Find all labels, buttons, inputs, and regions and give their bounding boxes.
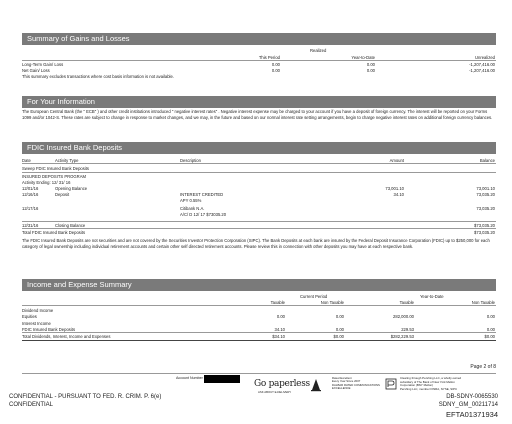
gains-row-label: Long-Term Gain/ Loss	[22, 62, 64, 67]
footer-rule	[22, 373, 496, 374]
fdic-activity-ending: Activity Ending: 12/ 31/ 16	[22, 180, 71, 185]
fdic-total-rule	[22, 228, 496, 229]
income-current-period: Current Period	[300, 294, 328, 299]
fdic-row-activity: Opening Balance	[55, 186, 88, 191]
go-paperless-logo: Go paperless	[254, 379, 310, 389]
fdic-col-amount: Amount	[389, 158, 404, 163]
fdic-row-description: Citibank N.A.	[180, 206, 205, 211]
confidential-line-2: CONFIDENTIAL	[9, 402, 54, 408]
fdic-closing-rule	[22, 221, 496, 222]
income-ytd-non-taxable: Non Taxable	[471, 300, 495, 305]
dalbar-award-text: Rated Excellent Every Year Since 2007 DALBAR RATED COMMUNICATIONS EXCELLENCE	[332, 376, 380, 391]
fdic-sweep-label: Sweep FDIC Insured Bank Deposits	[22, 166, 90, 171]
income-row-ytd-taxable: 282,000.00	[393, 314, 414, 319]
income-total-ytd-taxable: $282,229.53	[390, 334, 414, 339]
fdic-row-amount: 73,001.10	[385, 186, 404, 191]
gains-col-this-period: This Period	[258, 55, 280, 60]
fdic-row-amount: 34.10	[393, 192, 404, 197]
fdic-row-balance: 73,035.20	[476, 192, 495, 197]
fdic-program-label: INSURED DEPOSITS PROGRAM	[22, 174, 86, 179]
gains-realized-header: Realized	[310, 48, 327, 53]
gains-row-ytd: 0.00	[366, 62, 375, 67]
income-cp-non-taxable: Non Taxable	[320, 300, 344, 305]
info-section-header: For Your Information	[22, 96, 496, 108]
income-section-header: Income and Expense Summary	[22, 279, 496, 291]
income-row-ytd-non-taxable: 0.00	[486, 314, 495, 319]
account-number-label: Account Number	[176, 376, 203, 380]
fdic-total-value: $73,035.20	[474, 230, 495, 235]
fdic-col-activity: Activity Type	[55, 158, 79, 163]
gains-row-this-period: 0.00	[271, 62, 280, 67]
pershing-logo-icon	[385, 378, 397, 390]
info-paragraph: The European Central Bank (the " ECB" ) and other credit institutions introduced " negative interest rates" . Negative interest expense may be charged to your account if you have a deposit of foreign currency. The interest will be reported on your Forms 1099 and/or 1042-S. These rates are subject to change in response to market changes, and we may, in the future and based on our normal interest rate setting arrangements, begin to charge negative interest rates on additional foreign currency balances.	[22, 109, 493, 120]
fdic-row-balance: 73,001.10	[476, 186, 495, 191]
fdic-row-date: 12/17/16	[22, 206, 39, 211]
income-row-cp-taxable: 34.10	[274, 327, 285, 332]
income-total-cp-non-taxable: $0.00	[333, 334, 344, 339]
gains-col-unrealized: Unrealized	[474, 55, 495, 60]
income-total-rule	[22, 332, 496, 333]
income-row-label: Dividend Income	[22, 308, 54, 313]
income-row-cp-non-taxable: 0.00	[335, 327, 344, 332]
fdic-col-balance: Balance	[479, 158, 495, 163]
fdic-row-activity: Deposit	[55, 192, 70, 197]
income-header-rule	[22, 305, 496, 306]
fdic-closing-balance: $73,035.20	[474, 223, 495, 228]
income-row-cp-taxable: 0.00	[276, 314, 285, 319]
fdic-header-rule	[22, 163, 496, 164]
income-row-ytd-taxable: 229.53	[401, 327, 414, 332]
fdic-total-label: Total FDIC Insured Bank Deposits	[22, 230, 86, 235]
gains-row-label: Net Gain/ Loss	[22, 68, 50, 73]
fdic-row-description: APY 0.55%	[180, 198, 202, 203]
fdic-disclaimer: The FDIC Insured Bank Deposits are not securities and are not covered by the Securities Investor Protection Corporation (SIPC). The Bank Deposits at each bank are insured by the Federal Deposit Insurance Corporation (FDIC) up to $250,000 for each category of legal ownership including individual retirement accounts and certain other self directed retirement accounts. Please review this in connection with other deposits you may have at each respective bank.	[22, 238, 490, 249]
bates-number-2: SDNY_GM_00211714	[438, 402, 498, 408]
gains-note: This summary excludes transactions where cost basis information is not available.	[22, 74, 174, 79]
confidential-line-1: CONFIDENTIAL - PURSUANT TO FED. R. CRIM. P. 6(e)	[9, 394, 162, 400]
gains-row-ytd: 0.00	[366, 68, 375, 73]
go-paperless-subtext: ASK ABOUT E-DELIVERY	[258, 390, 292, 394]
fdic-col-date: Date	[22, 158, 31, 163]
fdic-section-header: FDIC Insured Bank Deposits	[22, 142, 496, 154]
income-row-label: Equities	[22, 314, 37, 319]
gains-row-this-period: 0.00	[271, 68, 280, 73]
clearing-firm-text: Clearing through Pershing LLC, a wholly owned subsidiary of The Bank of New York Mellon Corporation (BNY Mellon) Pershing LLC, member FINRA, NYSE, SIPC	[400, 376, 462, 391]
fdic-row-date: 12/01/16	[22, 186, 39, 191]
dalbar-award-icon	[309, 378, 323, 392]
fdic-row-description: INTEREST CREDITED	[180, 192, 224, 197]
fdic-col-description: Description	[180, 158, 201, 163]
income-total-ytd-non-taxable: $0.00	[484, 334, 495, 339]
income-row-cp-non-taxable: 0.00	[335, 314, 344, 319]
income-row-label: Interest Income	[22, 321, 51, 326]
fdic-row-description: A/C/ D 12/ 17 $73035.20	[180, 212, 227, 217]
gains-row-unrealized: -1,207,416.00	[469, 68, 495, 73]
income-cp-taxable: Taxable	[270, 300, 285, 305]
page-number: Page 2 of 8	[470, 364, 496, 370]
income-row-label: FDIC Insured Bank Deposits	[22, 327, 76, 332]
income-bottom-rule	[22, 340, 496, 341]
gains-header-rule	[22, 60, 496, 61]
fdic-closing-activity: Closing Balance	[55, 223, 86, 228]
gains-section-header: Summary of Gains and Losses	[22, 33, 496, 45]
gains-row-unrealized: -1,207,416.00	[469, 62, 495, 67]
income-total-cp-taxable: $34.10	[272, 334, 285, 339]
fdic-sweep-rule	[22, 172, 496, 173]
fdic-closing-date: 12/31/16	[22, 223, 39, 228]
account-number-redaction	[204, 375, 240, 383]
fdic-row-date: 12/16/16	[22, 192, 39, 197]
income-row-ytd-non-taxable: 0.00	[486, 327, 495, 332]
bates-number-1: DB-SDNY-0065530	[446, 394, 498, 400]
income-total-label: Total Dividends, Interest, Income and Expenses	[22, 334, 111, 339]
fdic-row-balance: 73,035.20	[476, 206, 495, 211]
gains-col-ytd: Year-to-Date	[351, 55, 375, 60]
bates-number-3: EFTA01371934	[446, 410, 498, 419]
income-ytd-taxable: Taxable	[399, 300, 414, 305]
income-year-to-date: Year-to-Date	[420, 294, 444, 299]
